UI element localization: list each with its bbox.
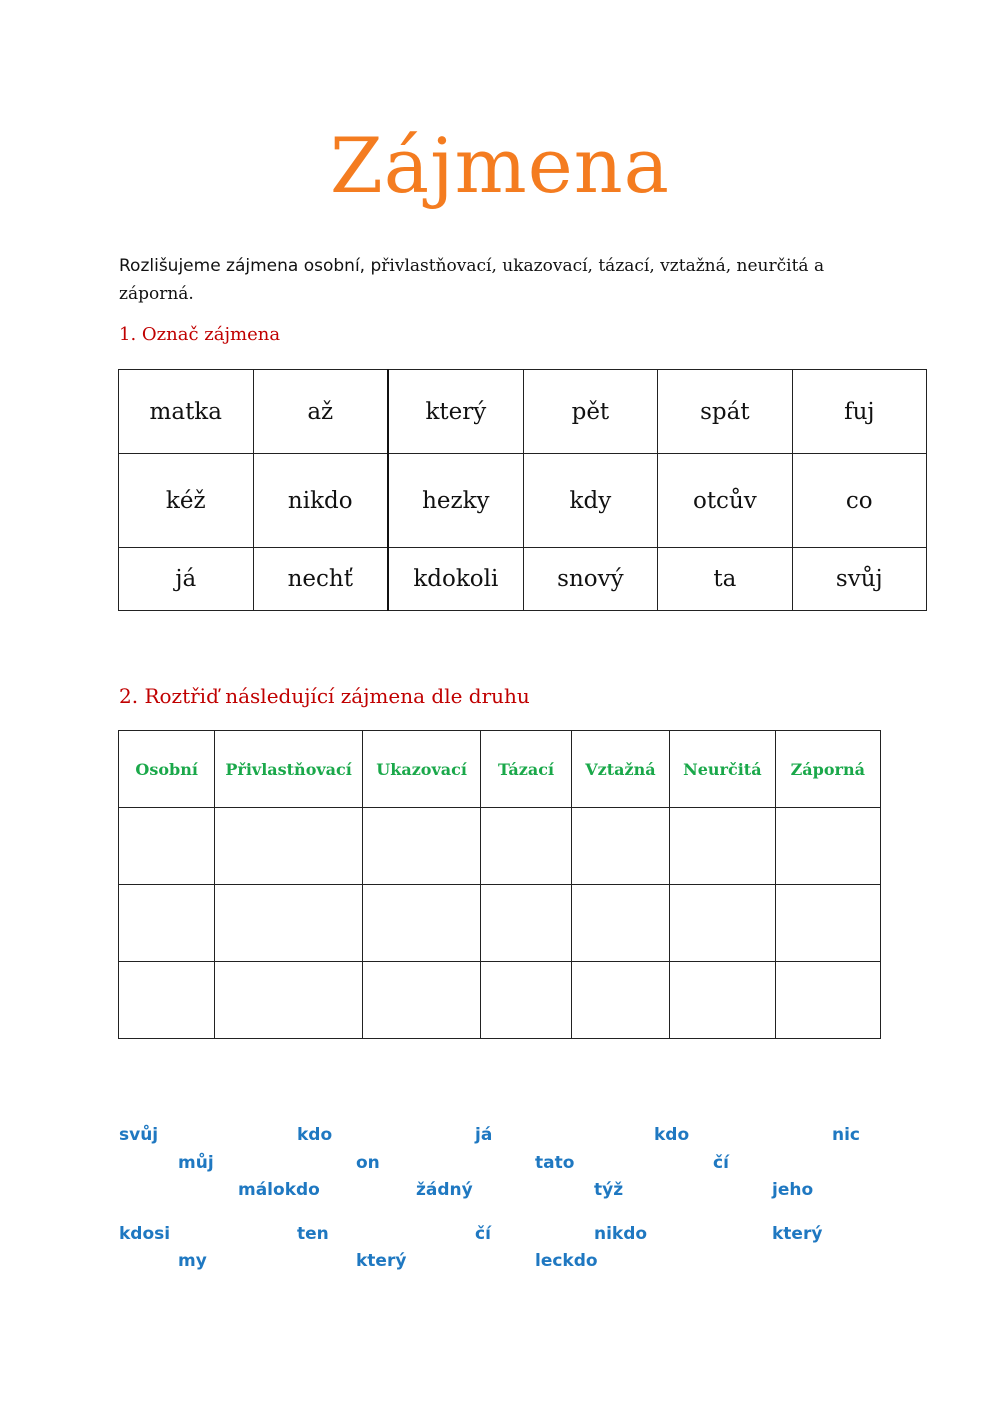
sort-table	[118, 730, 881, 1039]
drop-cell[interactable]	[775, 885, 880, 962]
drop-cell[interactable]	[119, 808, 215, 885]
pool-word[interactable]: čí	[475, 1224, 491, 1244]
grid-cell[interactable]: kdokoli	[388, 548, 523, 611]
pool-word[interactable]: jeho	[772, 1180, 814, 1200]
drop-cell[interactable]	[481, 962, 571, 1039]
drop-cell[interactable]	[571, 962, 669, 1039]
grid-cell[interactable]: nechť	[253, 548, 388, 611]
grid-cell[interactable]: snový	[523, 548, 657, 611]
drop-cell[interactable]	[215, 808, 363, 885]
pool-word[interactable]: on	[356, 1153, 380, 1173]
header-vztazna: Vztažná	[571, 731, 669, 808]
grid-cell[interactable]: kdy	[523, 454, 657, 548]
sort-table-row	[119, 962, 881, 1039]
drop-cell[interactable]	[215, 885, 363, 962]
drop-cell[interactable]	[362, 885, 480, 962]
drop-cell[interactable]	[481, 808, 571, 885]
pool-word[interactable]: týž	[594, 1180, 624, 1200]
pool-word[interactable]: ten	[297, 1224, 329, 1244]
grid-cell[interactable]: fuj	[792, 370, 926, 454]
pool-word[interactable]: málokdo	[238, 1180, 320, 1200]
grid-row	[119, 454, 927, 548]
header-zaporna: Záporná	[775, 731, 880, 808]
task-2-heading: 2. Roztřiď následující zájmena dle druhu	[119, 684, 530, 708]
pool-word[interactable]: kdosi	[119, 1224, 171, 1244]
pool-word[interactable]: můj	[178, 1153, 214, 1173]
drop-cell[interactable]	[481, 885, 571, 962]
header-privlastnovaci: Přivlastňovací	[215, 731, 363, 808]
drop-cell[interactable]	[119, 962, 215, 1039]
grid-cell[interactable]: kéž	[119, 454, 254, 548]
grid-cell[interactable]: nikdo	[253, 454, 388, 548]
pool-word[interactable]: nikdo	[594, 1224, 648, 1244]
task-1-heading: 1. Označ zájmena	[119, 324, 281, 345]
pool-word[interactable]: žádný	[416, 1180, 473, 1200]
pool-word[interactable]: čí	[713, 1153, 729, 1173]
drop-cell[interactable]	[119, 885, 215, 962]
pool-word[interactable]: nic	[832, 1125, 861, 1145]
header-tazaci: Tázací	[481, 731, 571, 808]
pool-word[interactable]: který	[356, 1251, 407, 1271]
grid-cell[interactable]: pět	[523, 370, 657, 454]
drop-cell[interactable]	[215, 962, 363, 1039]
drop-cell[interactable]	[362, 808, 480, 885]
drop-cell[interactable]	[775, 962, 880, 1039]
drop-cell[interactable]	[571, 808, 669, 885]
drop-cell[interactable]	[571, 885, 669, 962]
drop-cell[interactable]	[670, 962, 775, 1039]
grid-cell[interactable]: až	[253, 370, 388, 454]
sort-table-header-row	[119, 731, 881, 808]
pool-word[interactable]: svůj	[119, 1125, 159, 1145]
pool-word[interactable]: leckdo	[535, 1251, 598, 1271]
grid-cell[interactable]: spát	[658, 370, 792, 454]
drop-cell[interactable]	[670, 808, 775, 885]
sort-table-row	[119, 885, 881, 962]
header-osobni: Osobní	[119, 731, 215, 808]
grid-cell[interactable]: matka	[119, 370, 254, 454]
header-neurcita: Neurčitá	[670, 731, 775, 808]
pool-word[interactable]: my	[178, 1251, 207, 1271]
grid-row	[119, 370, 927, 454]
pool-word[interactable]: tato	[535, 1153, 575, 1173]
grid-cell[interactable]: který	[388, 370, 523, 454]
pool-word[interactable]: kdo	[297, 1125, 333, 1145]
drop-cell[interactable]	[362, 962, 480, 1039]
grid-cell[interactable]: otcův	[658, 454, 792, 548]
drop-cell[interactable]	[775, 808, 880, 885]
pool-word[interactable]: kdo	[654, 1125, 690, 1145]
grid-cell[interactable]: ta	[658, 548, 792, 611]
page-title: Zájmena	[330, 121, 670, 210]
intro-rest: řivlastňovací, ukazovací, tázací, vztažná, neurčitá a záporná.	[119, 256, 825, 304]
drop-cell[interactable]	[670, 885, 775, 962]
pronoun-grid	[118, 369, 927, 611]
grid-row	[119, 548, 927, 611]
intro-lead: Rozlišujeme zájmena osobní, p	[119, 256, 382, 276]
header-ukazovaci: Ukazovací	[362, 731, 480, 808]
grid-cell[interactable]: svůj	[792, 548, 926, 611]
grid-cell[interactable]: hezky	[388, 454, 523, 548]
grid-cell[interactable]: co	[792, 454, 926, 548]
intro-text	[119, 252, 879, 308]
pool-word[interactable]: který	[772, 1224, 823, 1244]
pool-word[interactable]: já	[475, 1125, 493, 1145]
sort-table-row	[119, 808, 881, 885]
grid-cell[interactable]: já	[119, 548, 254, 611]
